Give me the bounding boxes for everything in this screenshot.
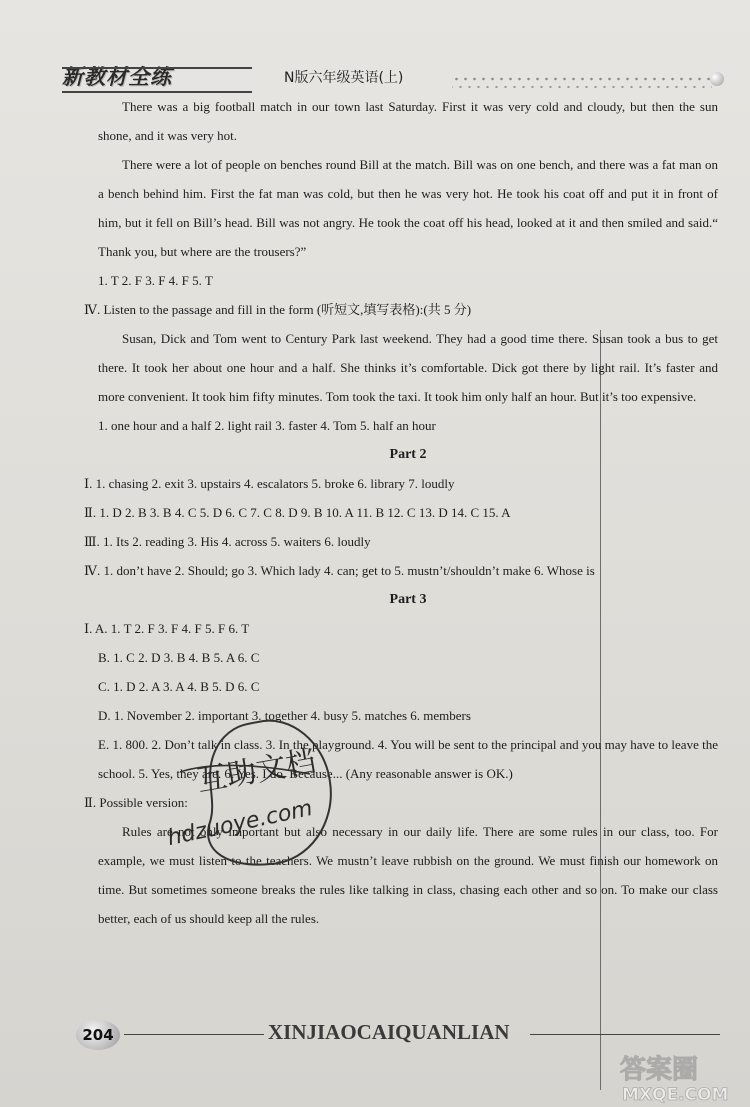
section-title: Ⅱ. Possible version: <box>84 795 188 810</box>
stamp-text-cn: 互助文档 <box>194 743 319 800</box>
answer-line: D. 1. November 2. important 3. together 4. busy 5. matches 6. members <box>98 708 471 723</box>
edition-title: N版六年级英语(上) <box>284 70 404 86</box>
answer-line: Ⅱ. 1. D 2. B 3. B 4. C 5. D 6. C 7. C 8. D 9. B 10. A 11. B 12. C 13. D 14. C 15. A <box>84 505 511 520</box>
answer-line: 1. T 2. F 3. F 4. F 5. T <box>98 273 213 288</box>
answer-line: B. 1. C 2. D 3. B 4. B 5. A 6. C <box>98 650 260 665</box>
watermark-text-cn: 答案圈 <box>620 1055 699 1085</box>
answer-line: C. 1. D 2. A 3. A 4. B 5. D 6. C <box>98 679 260 694</box>
answer-line: Ⅰ. 1. chasing 2. exit 3. upstairs 4. escalators 5. broke 6. library 7. loudly <box>84 476 455 491</box>
page-number: 204 <box>76 1020 120 1050</box>
watermark-text-url: MXQE.COM <box>622 1085 729 1105</box>
answer-line: 1. one hour and a half 2. light rail 3. faster 4. Tom 5. half an hour <box>98 418 436 433</box>
footer-brand: XINJIAOCAIQUANLIAN <box>268 1020 510 1044</box>
page-header <box>62 62 722 92</box>
series-logo: 新教材全练 <box>62 65 172 89</box>
answer-line: Ⅳ. 1. don’t have 2. Should; go 3. Which lady 4. can; get to 5. mustn’t/shouldn’t make 6. Whose is <box>84 563 595 578</box>
part-heading: Part 3 <box>389 592 427 607</box>
section-title: Ⅳ. Listen to the passage and fill in the form (听短文,填写表格):(共 5 分) <box>84 302 472 317</box>
footer-rule-left <box>124 1034 264 1035</box>
answer-content <box>84 92 718 933</box>
passage-paragraph: Susan, Dick and Tom went to Century Park last weekend. They had a good time there. Susan took a bus to get there. It took her about one hour and a half. She thinks it’s comfortable. Dick got there by light rail. It’s faster and more convenient. It took him fifty minutes. Tom took the taxi. It took him only half an hour. But it’s too expensive. <box>98 331 718 404</box>
header-dots-2 <box>452 84 712 90</box>
footer-rule-right <box>530 1034 720 1035</box>
site-watermark <box>612 1050 742 1105</box>
answer-line: Ⅲ. 1. Its 2. reading 3. His 4. across 5. waiters 6. loudly <box>84 534 371 549</box>
passage-paragraph: There were a lot of people on benches round Bill at the match. Bill was on one bench, and there was a fat man on a bench behind him. First the fat man was cold, but then he was very hot. He took his coat off and put it in front of him, but it fell on Bill’s head. Bill was not angry. He took the coat off his head, looked at it and then smiled and said.“ Thank you, but where are the trousers?” <box>98 157 718 259</box>
part-heading: Part 2 <box>389 447 427 462</box>
answer-line: Ⅰ. A. 1. T 2. F 3. F 4. F 5. F 6. T <box>84 621 250 636</box>
stamp-text-url: hdzuoye.com <box>165 795 315 852</box>
essay-paragraph: Rules are not only important but also necessary in our daily life. There are some rules in our class, too. For example, we must listen to the teachers. We mustn’t leave rubbish on the ground. We must finish our homework on time. But sometimes someone breaks the rules like talking in class, chasing each other and so on. To make our class better, each of us should keep all the rules. <box>98 824 718 926</box>
passage-paragraph: There was a big football match in our town last Saturday. First it was very cold and cloudy, but then the sun shone, and it was very hot. <box>98 99 718 143</box>
answer-line: E. 1. 800. 2. Don’t talk in class. 3. In the playground. 4. You will be sent to the principal and you may have to leave the school. 5. Yes, they are. 6. Yes. I do. Because... (Any reasonable answer is OK.) <box>98 737 718 781</box>
header-ornament <box>710 72 724 86</box>
header-dots <box>452 76 712 82</box>
